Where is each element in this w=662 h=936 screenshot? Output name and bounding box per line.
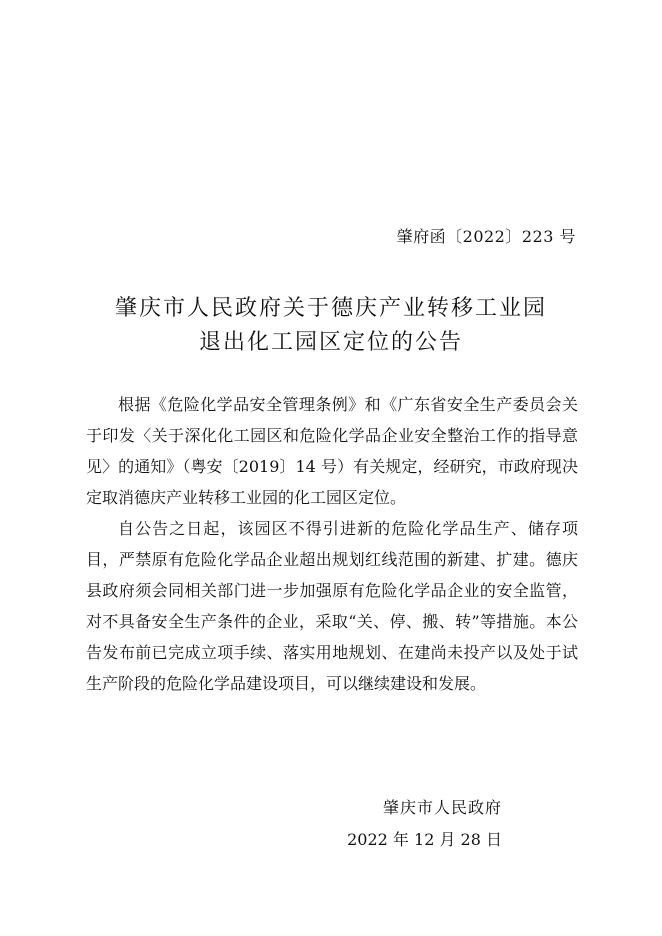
document-number: 肇府函〔2022〕223 号: [396, 227, 576, 246]
body-paragraph-1: 根据《危险化学品安全管理条例》和《广东省安全生产委员会关于印发〈关于深化化工园区和危险化学品企业安全整治工作的指导意见〉的通知》（粤安〔2019〕14 号）有关规定，经研究，市政府现决定取消德庆产业转移工业园的化工园区定位。: [86, 395, 578, 507]
title-line-2: 退出化工园区定位的公告: [198, 330, 463, 355]
issue-date: 2022 年 12 月 28 日: [347, 830, 502, 849]
document-body: [86, 389, 578, 699]
body-paragraph-2: 自公告之日起，该园区不得引进新的危险化学品生产、储存项目，严禁原有危险化学品企业超出规划红线范围的新建、扩建。德庆县政府须会同相关部门进一步加强原有危险化学品企业的安全监管，对不具备安全生产条件的企业，采取“关、停、搬、转”等措施。本公告发布前已完成立项手续、落实用地规划、在建尚未投产以及处于试生产阶段的危险化学品建设项目，可以继续建设和发展。: [86, 519, 578, 693]
document-title: [0, 292, 662, 360]
issuer-signature: 肇庆市人民政府: [382, 798, 502, 817]
title-line-1: 肇庆市人民政府关于德庆产业转移工业园: [114, 296, 547, 321]
